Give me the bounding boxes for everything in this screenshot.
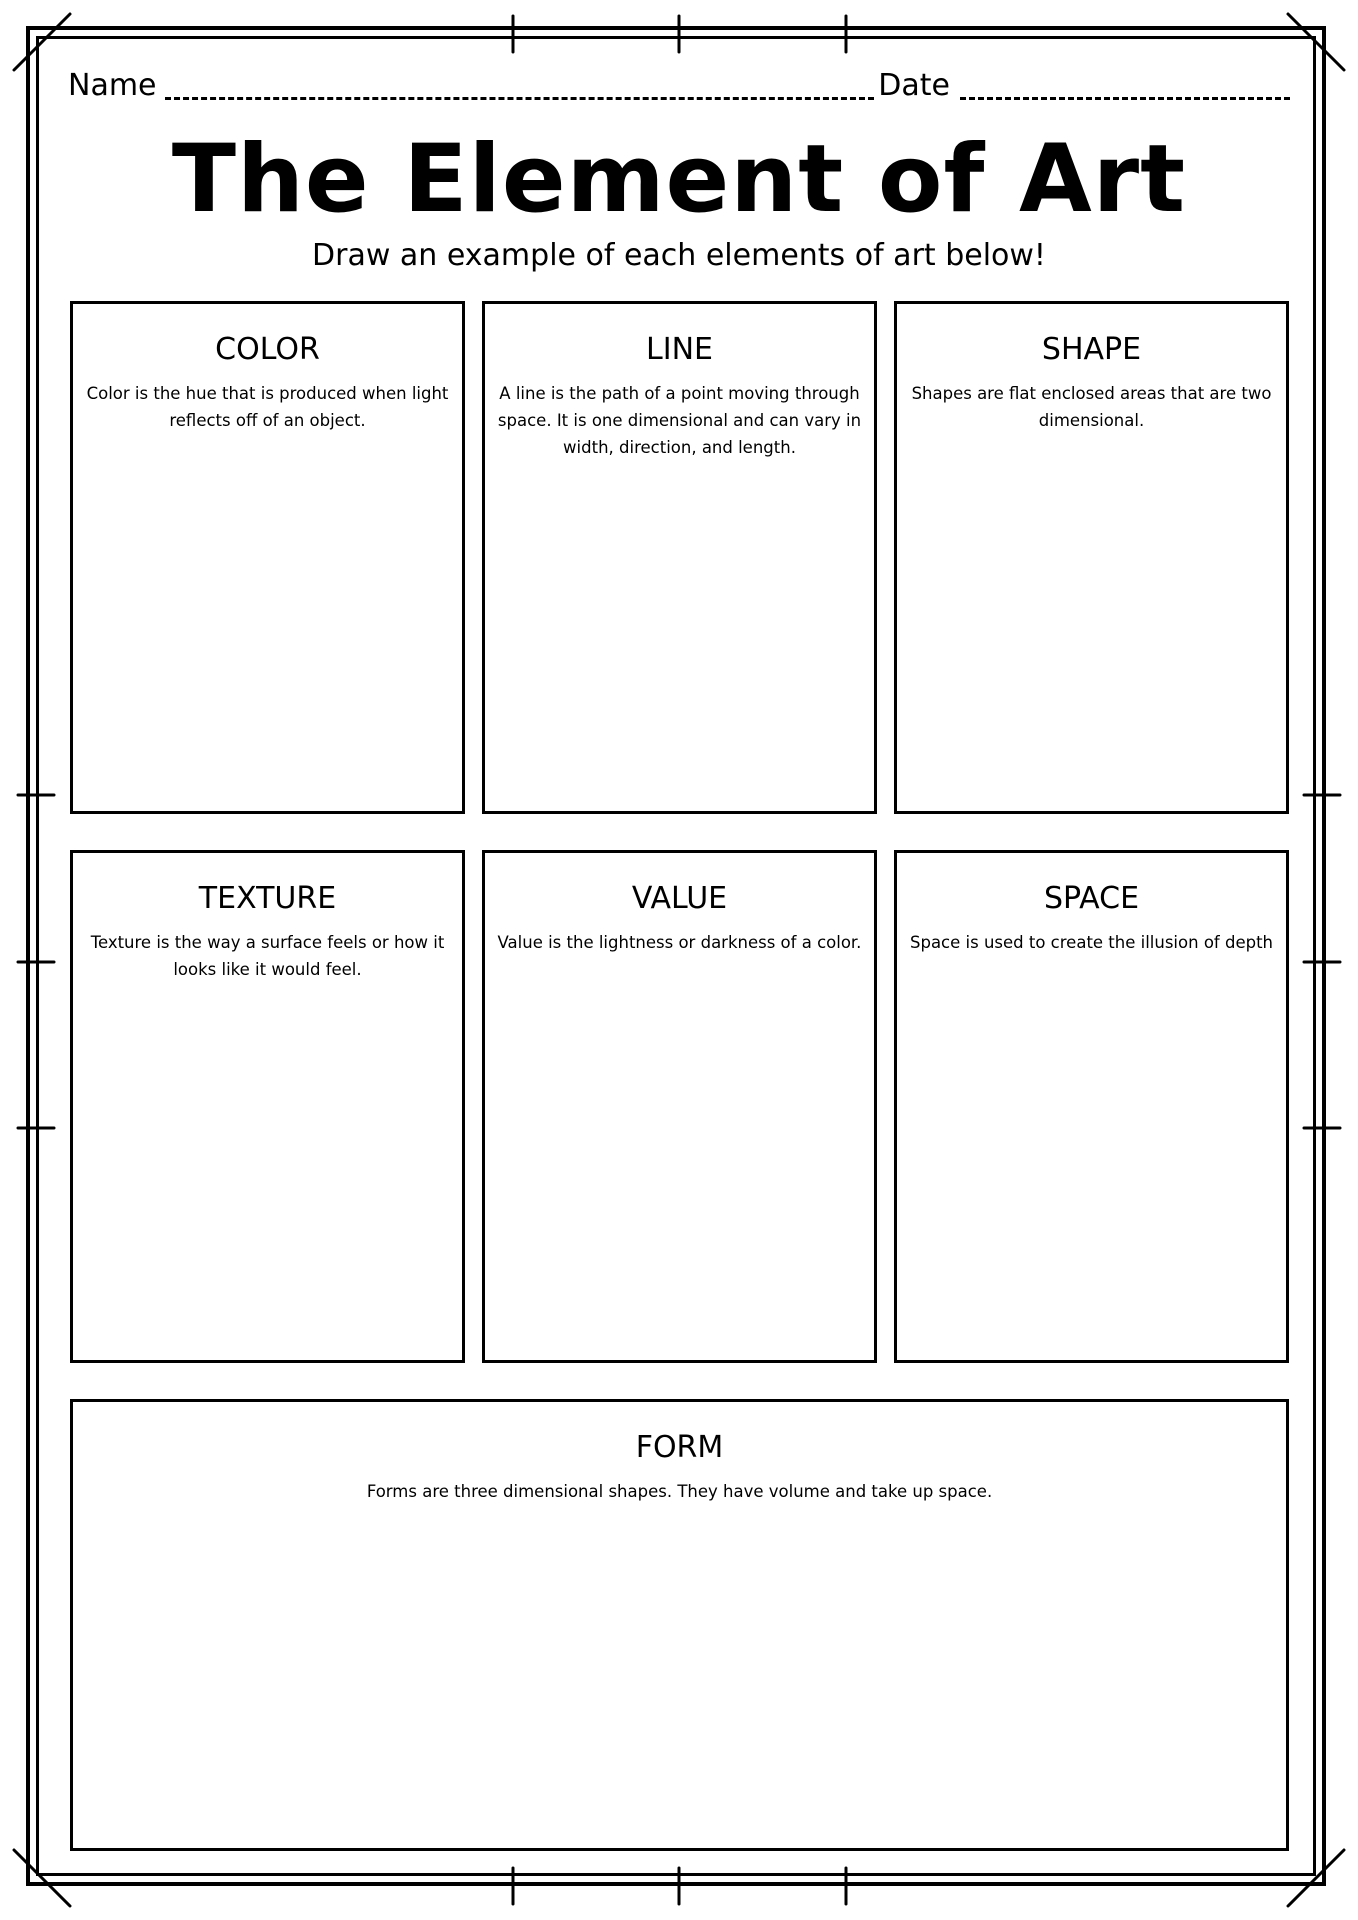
- corner-slash-top-left: [14, 14, 70, 70]
- corner-slash-bottom-right: [1288, 1850, 1344, 1906]
- form-box[interactable]: [70, 1399, 1289, 1851]
- box-title: COLOR: [215, 332, 320, 367]
- box-description: Forms are three dimensional shapes. They have volume and take up space.: [366, 1482, 993, 1501]
- date-field[interactable]: [960, 69, 1290, 100]
- date-label: Date: [878, 68, 950, 103]
- box-title: SPACE: [1043, 881, 1140, 916]
- color-box[interactable]: [70, 301, 465, 814]
- line-box[interactable]: [482, 301, 877, 814]
- texture-box[interactable]: [70, 850, 465, 1363]
- box-title: TEXTURE: [198, 881, 337, 916]
- corner-slash-top-right: [1288, 14, 1344, 70]
- box-description: Shapes are flat enclosed areas that are two dimensional.: [911, 384, 1272, 430]
- box-description: Value is the lightness or darkness of a color.: [497, 933, 862, 952]
- name-field[interactable]: [165, 69, 875, 100]
- name-date-row: [68, 66, 1290, 106]
- box-description: Color is the hue that is produced when light reflects off of an object.: [86, 384, 449, 430]
- box-title: SHAPE: [1041, 332, 1142, 367]
- worksheet-instructions: Draw an example of each elements of art below!: [312, 238, 1046, 273]
- box-title: VALUE: [631, 881, 728, 916]
- box-description: A line is the path of a point moving through space. It is one dimensional and can vary in width, direction, and length.: [497, 384, 862, 457]
- worksheet-title: The Element of Art: [171, 125, 1187, 234]
- box-title: FORM: [635, 1430, 724, 1465]
- corner-slash-bottom-left: [14, 1850, 70, 1906]
- box-description: Texture is the way a surface feels or how it looks like it would feel.: [90, 933, 445, 979]
- value-box[interactable]: [482, 850, 877, 1363]
- shape-box[interactable]: [894, 301, 1289, 814]
- space-box[interactable]: [894, 850, 1289, 1363]
- box-description: Space is used to create the illusion of depth: [910, 933, 1273, 952]
- name-label: Name: [68, 68, 157, 103]
- box-title: LINE: [646, 332, 713, 367]
